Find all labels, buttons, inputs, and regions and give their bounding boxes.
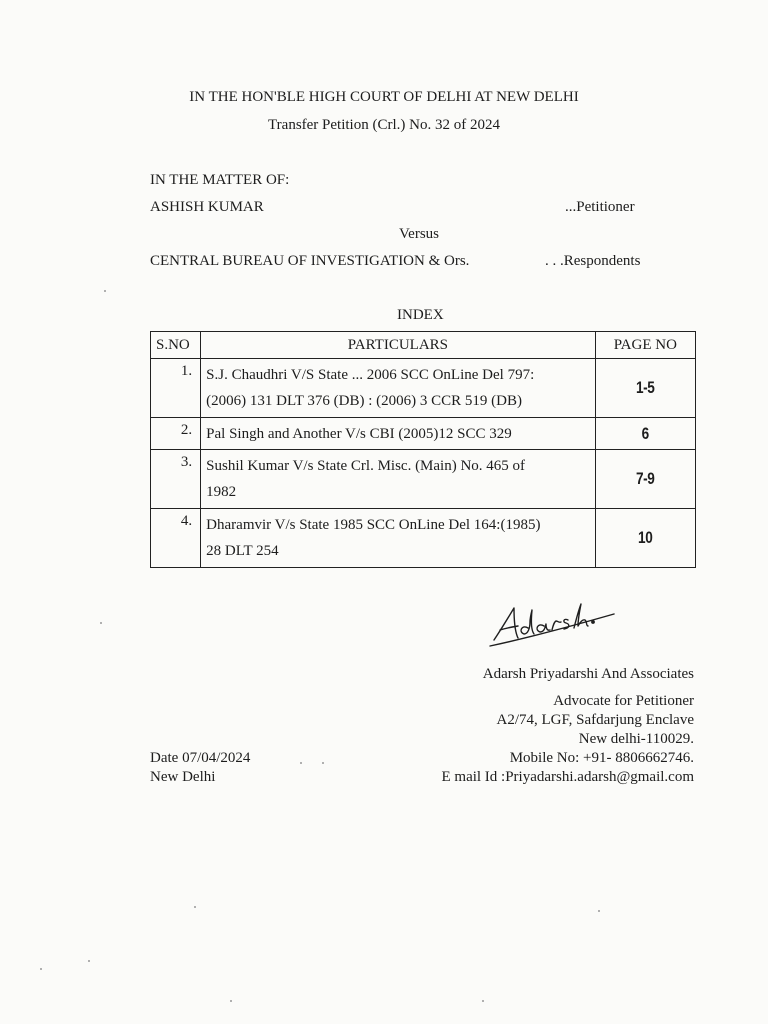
table-header-row bbox=[151, 332, 696, 359]
petition-number: Transfer Petition (Crl.) No. 32 of 2024 bbox=[268, 117, 500, 133]
petitioner-name: ASHISH KUMAR bbox=[150, 199, 264, 215]
email-address: E mail Id :Priyadarshi.adarsh@gmail.com bbox=[441, 769, 694, 785]
row-particulars bbox=[201, 450, 595, 509]
row-page: 1-5 bbox=[605, 359, 685, 418]
court-title: IN THE HON'BLE HIGH COURT OF DELHI AT NEW DELHI bbox=[189, 89, 579, 105]
scan-speck bbox=[482, 1000, 484, 1002]
scan-speck bbox=[322, 762, 324, 764]
particulars-line: S.J. Chaudhri V/S State ... 2006 SCC OnLine Del 797: bbox=[206, 367, 535, 383]
table-row bbox=[151, 450, 696, 509]
row-particulars bbox=[201, 359, 595, 418]
row-sno: 1. bbox=[151, 359, 201, 418]
row-sno: 3. bbox=[151, 450, 201, 509]
row-page: 6 bbox=[605, 418, 685, 450]
table-row bbox=[151, 509, 696, 568]
table-row bbox=[151, 359, 696, 418]
mobile-number: Mobile No: +91- 8806662746. bbox=[509, 750, 694, 766]
row-sno: 4. bbox=[151, 509, 201, 568]
matter-heading: IN THE MATTER OF: bbox=[150, 172, 290, 188]
particulars-line: Pal Singh and Another V/s CBI (2005)12 SCC 329 bbox=[206, 426, 512, 442]
index-table bbox=[150, 331, 696, 568]
scan-speck bbox=[300, 762, 302, 764]
versus-label: Versus bbox=[399, 226, 439, 242]
row-sno: 2. bbox=[151, 418, 201, 450]
advocate-role: Advocate for Petitioner bbox=[553, 693, 694, 709]
particulars-line: (2006) 131 DLT 376 (DB) : (2006) 3 CCR 519 (DB) bbox=[206, 393, 522, 409]
respondent-role: . . .Respondents bbox=[545, 253, 641, 269]
scan-speck bbox=[104, 290, 106, 292]
petitioner-role: ...Petitioner bbox=[565, 199, 635, 215]
particulars-line: 28 DLT 254 bbox=[206, 543, 279, 559]
firm-name: Adarsh Priyadarshi And Associates bbox=[482, 666, 694, 682]
header-sno: S.NO bbox=[151, 332, 201, 359]
scan-speck bbox=[100, 622, 102, 624]
row-particulars bbox=[201, 509, 595, 568]
document-place: New Delhi bbox=[150, 769, 216, 785]
address-line-2: New delhi-110029. bbox=[578, 731, 694, 747]
address-line-1: A2/74, LGF, Safdarjung Enclave bbox=[496, 712, 694, 728]
respondent-name: CENTRAL BUREAU OF INVESTIGATION & Ors. bbox=[150, 253, 470, 269]
scan-speck bbox=[194, 906, 196, 908]
particulars-line: Dharamvir V/s State 1985 SCC OnLine Del 164:(1985) bbox=[206, 517, 541, 533]
scan-speck bbox=[230, 1000, 232, 1002]
header-page-no: PAGE NO bbox=[595, 332, 695, 359]
signature-image bbox=[488, 588, 618, 658]
index-title: INDEX bbox=[397, 307, 444, 323]
scan-speck bbox=[598, 910, 600, 912]
row-page: 7-9 bbox=[605, 450, 685, 509]
scan-speck bbox=[88, 960, 90, 962]
table-row bbox=[151, 418, 696, 450]
row-page: 10 bbox=[605, 509, 685, 568]
document-date: Date 07/04/2024 bbox=[150, 750, 251, 766]
particulars-line: Sushil Kumar V/s State Crl. Misc. (Main) No. 465 of bbox=[206, 458, 526, 474]
scan-speck bbox=[40, 968, 42, 970]
row-particulars bbox=[201, 418, 595, 450]
particulars-line: 1982 bbox=[206, 484, 237, 500]
header-particulars: PARTICULARS bbox=[201, 332, 595, 359]
